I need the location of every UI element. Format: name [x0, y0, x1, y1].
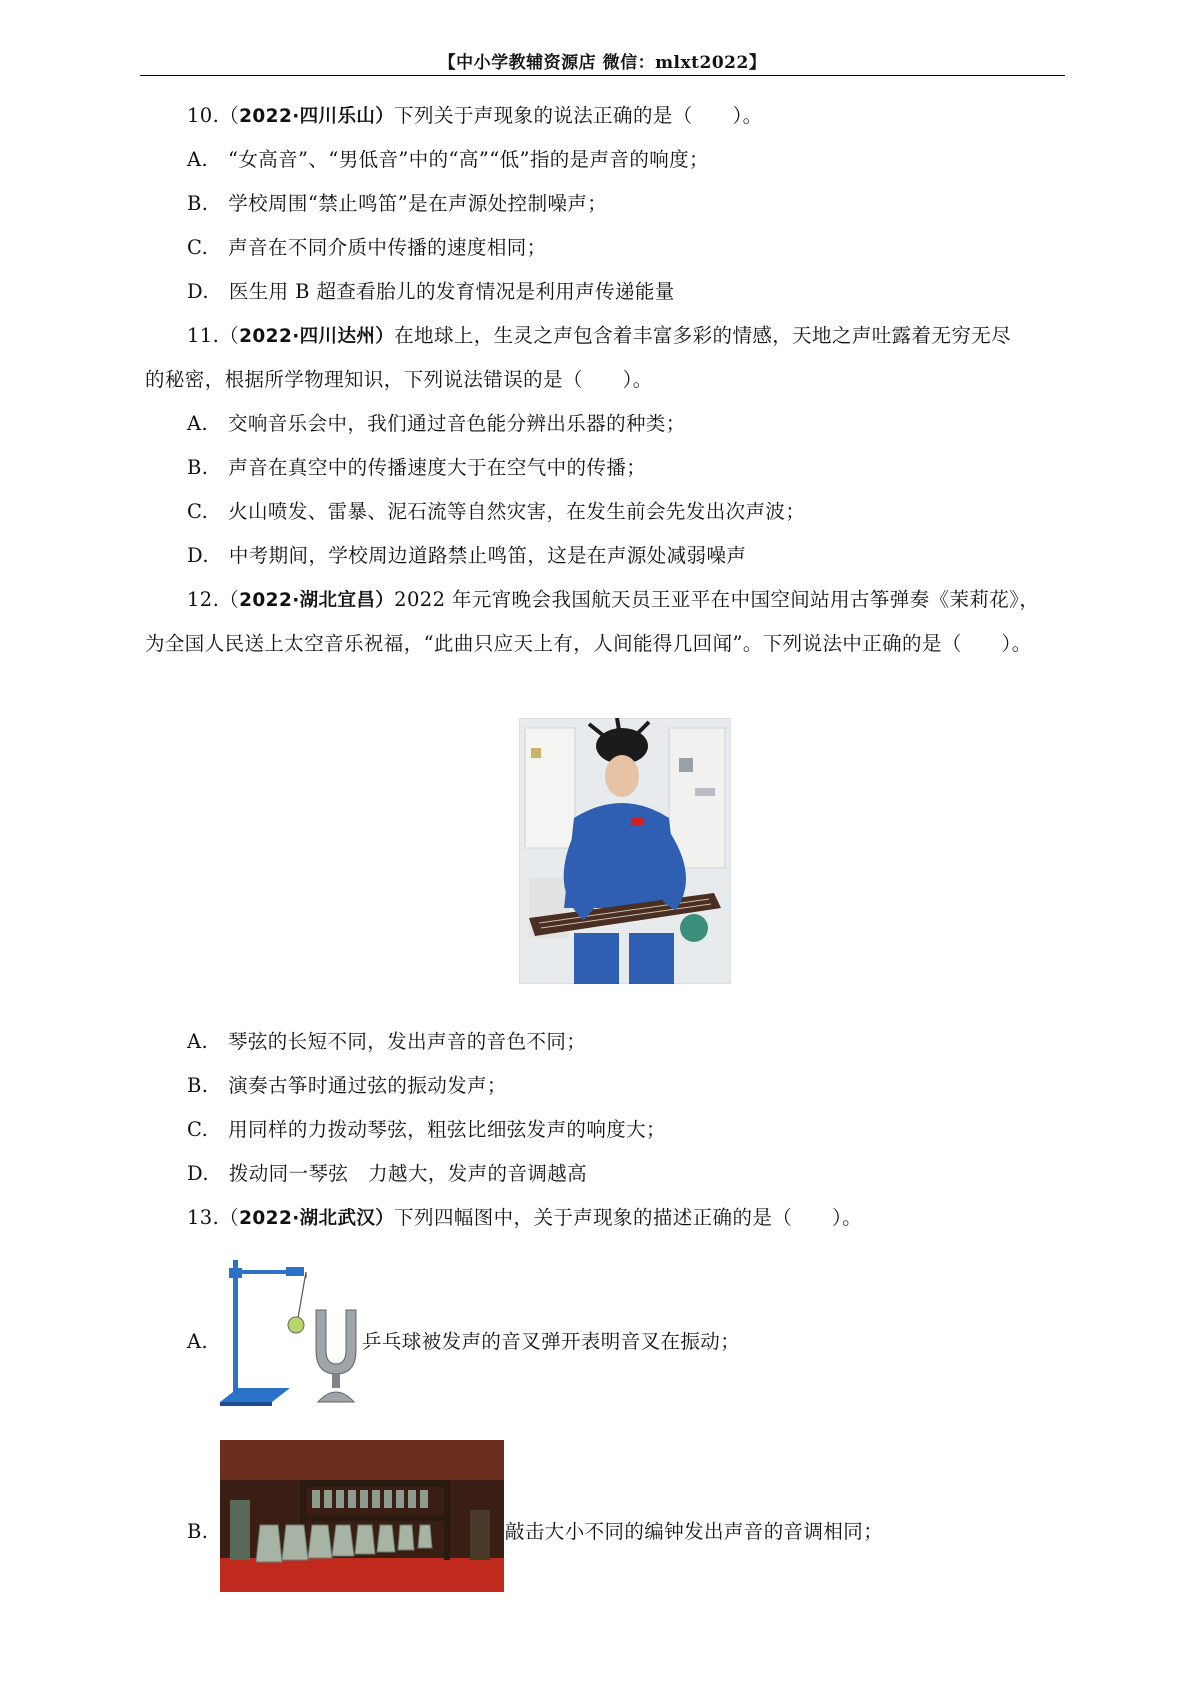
- question-12-stem: [187, 588, 1039, 613]
- q12-option-a: A. 琴弦的长短不同，发出声音的音色不同；: [187, 1030, 587, 1053]
- q10-option-d: D. 医生用 B 超查看胎儿的发育情况是利用声传递能量: [187, 280, 675, 303]
- bianzhong-bells-photo: [220, 1440, 504, 1592]
- q13-option-b-text: 敲击大小不同的编钟发出声音的音调相同；: [505, 1520, 884, 1543]
- question-number: 13.（: [187, 1206, 240, 1229]
- q13-option-b-label: B.: [187, 1520, 209, 1543]
- q12-option-c: C. 用同样的力拨动琴弦，粗弦比细弦发声的响度大；: [187, 1118, 666, 1141]
- question-source: 2022·四川达州）: [239, 326, 395, 347]
- q12-option-b: B. 演奏古筝时通过弦的振动发声；: [187, 1074, 507, 1097]
- q10-option-a: A. “女高音”、“男低音”中的“高”“低”指的是声音的响度；: [187, 148, 709, 171]
- q11-option-c: C. 火山喷发、雷暴、泥石流等自然灾害，在发生前会先发出次声波；: [187, 500, 806, 523]
- astronaut-guzheng-photo: [519, 718, 731, 984]
- q12-option-d: D. 拨动同一琴弦 力越大，发声的音调越高: [187, 1162, 588, 1185]
- question-11-stem: [187, 324, 1011, 349]
- question-10-stem: [187, 104, 763, 129]
- question-number: 11.（: [187, 324, 240, 347]
- question-number: 10.（: [187, 104, 240, 127]
- q11-option-a: A. 交响音乐会中，我们通过音色能分辨出乐器的种类；: [187, 412, 686, 435]
- question-source: 2022·湖北武汉）: [239, 1208, 395, 1229]
- question-text: 在地球上，生灵之声包含着丰富多彩的情感，天地之声吐露着无穷无尽: [394, 324, 1012, 347]
- question-13-stem: [187, 1206, 862, 1231]
- q10-option-c: C. 声音在不同介质中传播的速度相同；: [187, 236, 547, 259]
- question-11-stem-cont: 的秘密，根据所学物理知识，下列说法错误的是（ ）。: [145, 368, 653, 391]
- tuning-fork-pingpong-figure: [218, 1250, 368, 1410]
- page-header: 【中小学教辅资源店 微信：mlxt2022】: [438, 53, 767, 73]
- question-12-stem-cont: 为全国人民送上太空音乐祝福，“此曲只应天上有，人间能得几回闻”。下列说法中正确的是（ ）。: [145, 632, 1032, 655]
- q10-option-b: B. 学校周围“禁止鸣笛”是在声源处控制噪声；: [187, 192, 608, 215]
- question-text: 下列四幅图中，关于声现象的描述正确的是（ ）。: [394, 1206, 863, 1229]
- q13-option-a-text: 乒乓球被发声的音叉弹开表明音叉在振动；: [362, 1330, 741, 1353]
- q11-option-d: D. 中考期间，学校周边道路禁止鸣笛，这是在声源处减弱噪声: [187, 544, 747, 567]
- question-text: 2022 年元宵晚会我国航天员王亚平在中国空间站用古筝弹奏《茉莉花》，: [394, 588, 1040, 611]
- q11-option-b: B. 声音在真空中的传播速度大于在空气中的传播；: [187, 456, 647, 479]
- question-source: 2022·四川乐山）: [239, 106, 395, 127]
- q13-option-a-label: A.: [187, 1330, 209, 1353]
- question-text: 下列关于声现象的说法正确的是（ ）。: [394, 104, 763, 127]
- header-rule: [140, 75, 1065, 76]
- question-source: 2022·湖北宜昌）: [239, 590, 395, 611]
- question-number: 12.（: [187, 588, 240, 611]
